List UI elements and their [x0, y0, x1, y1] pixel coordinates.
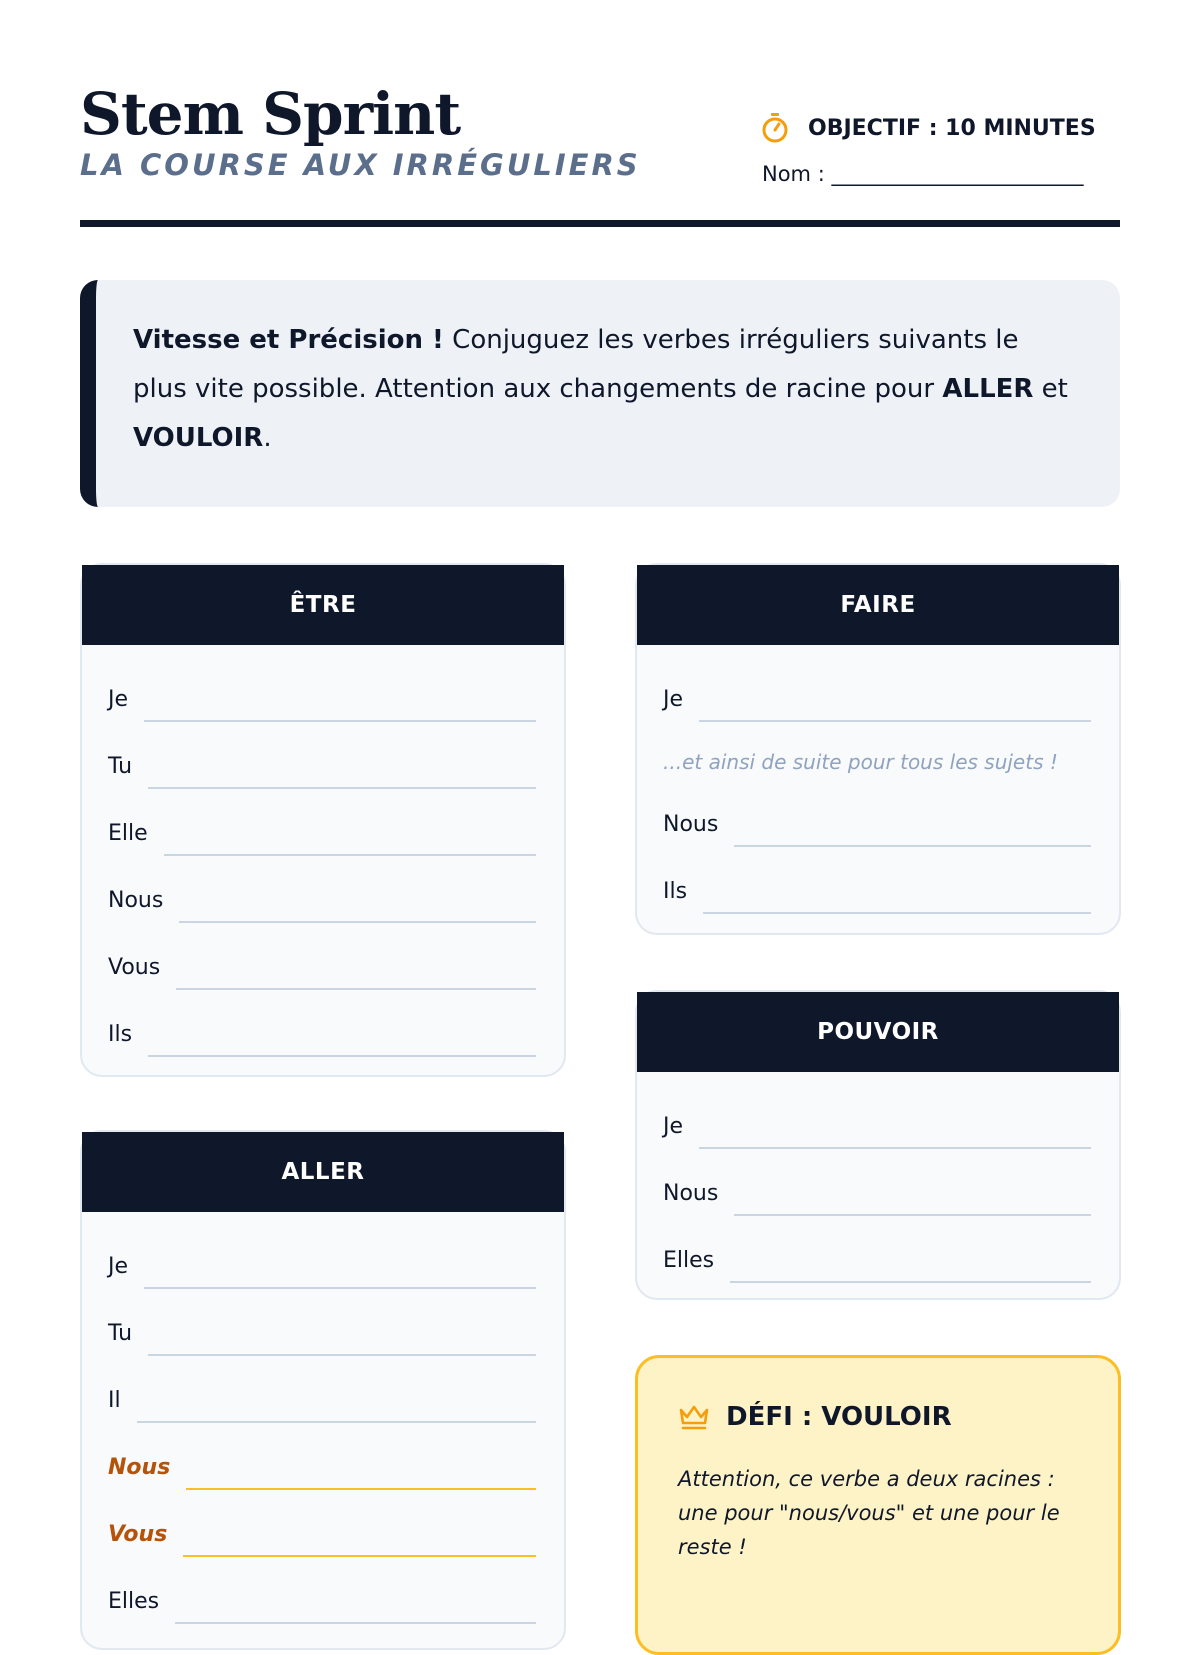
conjugation-row	[82, 657, 564, 724]
conjugation-row-highlighted	[82, 1425, 564, 1492]
conjugation-row-highlighted	[82, 1492, 564, 1559]
answer-line[interactable]	[137, 1421, 536, 1423]
answer-line[interactable]	[164, 854, 536, 856]
answer-line[interactable]	[699, 1147, 1091, 1149]
answer-line[interactable]	[734, 845, 1091, 847]
subject-label: Vous	[108, 955, 161, 980]
defi-title: DÉFI : VOULOIR	[726, 1402, 952, 1432]
answer-line[interactable]	[148, 1055, 536, 1057]
objective-text: OBJECTIF : 10 MINUTES	[808, 115, 1096, 141]
answer-line[interactable]	[734, 1214, 1091, 1216]
answer-line[interactable]	[148, 787, 536, 789]
conjugation-row	[82, 992, 564, 1059]
answer-line[interactable]	[703, 912, 1091, 914]
answer-line[interactable]	[144, 720, 536, 722]
verb-card-title: ÊTRE	[82, 565, 564, 645]
subject-label: Je	[663, 1114, 684, 1139]
objective-badge	[760, 112, 1096, 144]
name-field[interactable]: Nom : ________________________	[762, 162, 1084, 186]
faire-note: ...et ainsi de suite pour tous les sujets !	[663, 750, 1058, 774]
subject-label: Nous	[108, 888, 164, 913]
subject-label: Tu	[108, 1321, 133, 1346]
answer-line[interactable]	[179, 921, 536, 923]
verb-card-aller	[80, 1130, 566, 1650]
conjugation-row	[637, 1151, 1119, 1218]
answer-line[interactable]	[183, 1555, 536, 1557]
conjugation-row	[637, 1218, 1119, 1285]
conjugation-row	[637, 1084, 1119, 1151]
subject-label: Ils	[108, 1022, 133, 1047]
subject-label: Vous	[108, 1522, 168, 1547]
conjugation-row	[82, 1559, 564, 1626]
crown-icon	[678, 1403, 710, 1431]
conjugation-row	[82, 791, 564, 858]
verb-card-title: ALLER	[82, 1132, 564, 1212]
conjugation-row	[82, 1291, 564, 1358]
instructions-box	[80, 280, 1120, 507]
verb-card-title: POUVOIR	[637, 992, 1119, 1072]
page-title: Stem Sprint	[80, 80, 461, 148]
conjugation-row	[637, 782, 1119, 849]
subject-label: Nous	[663, 812, 719, 837]
instructions-text-3: .	[263, 423, 272, 453]
conjugation-row	[82, 1358, 564, 1425]
subject-label: Je	[108, 687, 129, 712]
stopwatch-icon	[760, 112, 790, 144]
verb-card-faire	[635, 563, 1121, 935]
defi-box	[635, 1355, 1121, 1655]
conjugation-row	[82, 858, 564, 925]
conjugation-row	[82, 1224, 564, 1291]
answer-line[interactable]	[175, 1622, 536, 1624]
instructions-verb-aller: ALLER	[942, 374, 1034, 404]
instructions-text-2: et	[1033, 374, 1068, 404]
subject-label: Ils	[663, 879, 688, 904]
header-divider	[80, 220, 1120, 227]
conjugation-row	[637, 849, 1119, 916]
answer-line[interactable]	[730, 1281, 1091, 1283]
answer-line[interactable]	[176, 988, 536, 990]
subject-label: Je	[108, 1254, 129, 1279]
instructions-verb-vouloir: VOULOIR	[133, 423, 264, 453]
answer-line[interactable]	[144, 1287, 536, 1289]
answer-line[interactable]	[186, 1488, 536, 1490]
verb-card-title: FAIRE	[637, 565, 1119, 645]
verb-card-pouvoir	[635, 990, 1121, 1300]
subject-label: Je	[663, 687, 684, 712]
answer-line[interactable]	[699, 720, 1091, 722]
defi-heading	[678, 1402, 1078, 1432]
page-subtitle: LA COURSE AUX IRRÉGULIERS	[80, 148, 641, 182]
conjugation-row	[637, 657, 1119, 724]
subject-label: Il	[108, 1388, 121, 1413]
defi-text: Attention, ce verbe a deux racines : une pour "nous/vous" et une pour le reste !	[678, 1467, 1060, 1559]
answer-line[interactable]	[148, 1354, 536, 1356]
subject-label: Elles	[663, 1248, 715, 1273]
conjugation-row	[82, 724, 564, 791]
subject-label: Elles	[108, 1589, 160, 1614]
subject-label: Elle	[108, 821, 148, 846]
instructions-lead: Vitesse et Précision !	[133, 325, 444, 355]
subject-label: Nous	[663, 1181, 719, 1206]
worksheet-header	[80, 82, 1120, 230]
subject-label: Tu	[108, 754, 133, 779]
instructions-text-1: Conjuguez les verbes irréguliers suivants le plus vite possible. Attention aux changements de racine pour	[133, 325, 1019, 404]
conjugation-row	[82, 925, 564, 992]
verb-card-etre	[80, 563, 566, 1077]
subject-label: Nous	[108, 1455, 171, 1480]
